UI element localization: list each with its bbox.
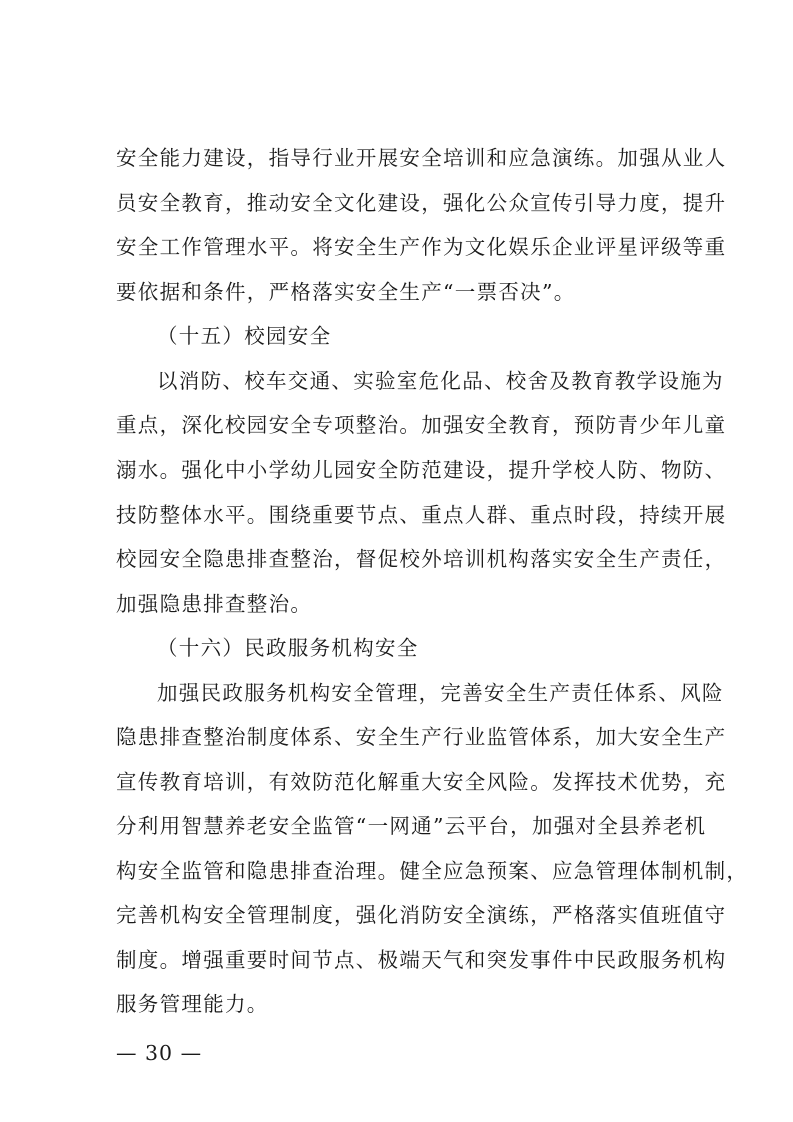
paragraph-line: 隐患排查整治制度体系、安全生产行业监管体系，加大安全生产 — [116, 725, 727, 749]
paragraph-line: 加强隐患排查整治。 — [116, 592, 313, 616]
paragraph-line: 技防整体水平。围绕重要节点、重点人群、重点时段，持续开展 — [116, 503, 727, 527]
paragraph-line: 员安全教育，推动安全文化建设，强化公众宣传引导力度，提升 — [116, 191, 727, 215]
paragraph-line: 安全能力建设，指导行业开展安全培训和应急演练。加强从业人 — [116, 146, 727, 170]
section-heading-15: （十五）校园安全 — [157, 324, 332, 348]
paragraph-line: 安全工作管理水平。将安全生产作为文化娱乐企业评星评级等重 — [116, 235, 727, 259]
page-number: — 30 — — [116, 1041, 203, 1065]
paragraph-line: 重点，深化校园安全专项整治。加强安全教育，预防青少年儿童 — [116, 413, 727, 437]
paragraph-line: 宣传教育培训，有效防范化解重大安全风险。发挥技术优势，充 — [116, 770, 727, 794]
section-heading-16: （十六）民政服务机构安全 — [157, 636, 419, 660]
paragraph-line: 溺水。强化中小学幼儿园安全防范建设，提升学校人防、物防、 — [116, 458, 727, 482]
paragraph-line: 制度。增强重要时间节点、极端天气和突发事件中民政服务机构 — [116, 948, 727, 972]
paragraph-line: 构安全监管和隐患排查治理。健全应急预案、应急管理体制机制， — [116, 859, 749, 883]
paragraph-line: 以消防、校车交通、实验室危化品、校舍及教育教学设施为 — [157, 369, 724, 393]
paragraph-line: 服务管理能力。 — [116, 992, 269, 1016]
paragraph-line: 要依据和条件，严格落实安全生产“一票否决”。 — [116, 280, 576, 304]
paragraph-line: 校园安全隐患排查整治，督促校外培训机构落实安全生产责任， — [116, 547, 727, 571]
paragraph-line: 完善机构安全管理制度，强化消防安全演练，严格落实值班值守 — [116, 903, 727, 927]
paragraph-line: 分利用智慧养老安全监管“一网通”云平台，加强对全县养老机 — [116, 814, 707, 838]
paragraph-line: 加强民政服务机构安全管理，完善安全生产责任体系、风险 — [157, 681, 724, 705]
